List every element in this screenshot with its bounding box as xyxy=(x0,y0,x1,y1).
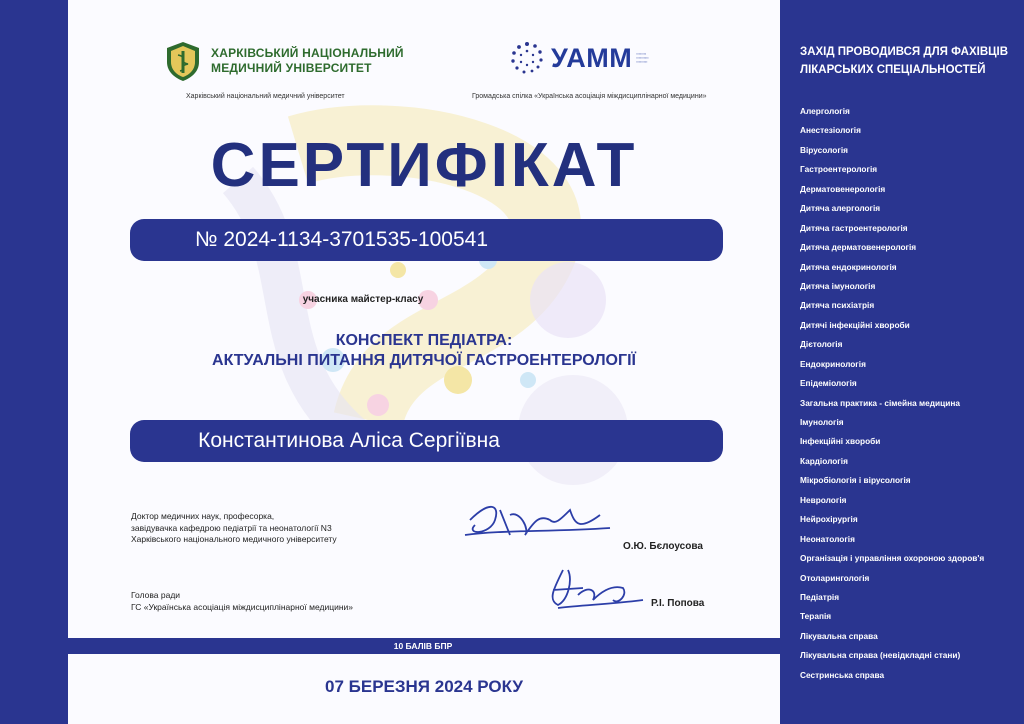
specialty-item: Дитяча гастроентерологія xyxy=(800,222,908,233)
event-date: 07 БЕРЕЗНЯ 2024 РОКУ xyxy=(325,677,523,696)
khnmu-name-line2: МЕДИЧНИЙ УНІВЕРСИТЕТ xyxy=(211,61,372,75)
course-title-line1: КОНСПЕКТ ПЕДІАТРА: xyxy=(335,332,513,349)
khnmu-emblem-icon xyxy=(163,40,203,82)
certificate-title: СЕРТИФІКАТ xyxy=(210,131,638,200)
signatory-1-role-line3: Харківського національного медичного університету xyxy=(131,534,337,544)
signatory-1-role-line2: завідувачка кафедрою педіатрії та неонатології N3 xyxy=(131,522,332,533)
signature-1 xyxy=(460,490,620,550)
specialty-item: Дієтологія xyxy=(800,339,843,350)
cpd-points-badge: 10 БАЛІВ БПР xyxy=(366,638,480,654)
specialty-item: Дитяча ендокринологія xyxy=(800,261,897,272)
specialty-item: Нейрохірургія xyxy=(800,514,858,525)
khnmu-name xyxy=(211,46,404,76)
specialty-item: Терапія xyxy=(800,611,832,622)
specialty-item: Алергологія xyxy=(800,106,850,116)
specialties-heading-line2: ЛІКАРСЬКИХ СПЕЦІАЛЬНОСТЕЙ xyxy=(800,64,986,76)
specialty-item: Кардіологія xyxy=(800,455,848,466)
specialties-list xyxy=(800,102,984,685)
uamm-wordmark: УАММ xyxy=(551,42,633,73)
specialty-item: Гастроентерологія xyxy=(800,164,878,175)
signatory-2-role xyxy=(131,590,353,613)
specialty-item: Сестринська справа xyxy=(800,669,885,680)
signatory-2-name: Р.І. Попова xyxy=(651,598,705,609)
specialty-item: Неонатологія xyxy=(800,533,855,544)
khnmu-caption: Харківський національний медичний університет xyxy=(186,93,345,100)
signature-2 xyxy=(543,560,653,610)
specialty-item: Вірусологія xyxy=(800,144,848,155)
specialty-item: Імунологія xyxy=(800,417,844,427)
specialty-item: Мікробіологія і вірусологія xyxy=(800,475,911,486)
course-title xyxy=(68,331,780,371)
specialty-item: Епідеміологія xyxy=(800,378,857,389)
signatory-2-role-line2: ГС «Українська асоціація міждисциплінарної медицини» xyxy=(131,601,353,612)
specialty-item: Інфекційні хвороби xyxy=(800,436,881,447)
khnmu-logo xyxy=(163,40,404,82)
specialty-item: Педіатрія xyxy=(800,591,840,602)
specialty-item: Лікувальна справа (невідкладні стани) xyxy=(800,650,961,661)
uamm-small-print: ▪▪▪▪▪▪▪▪ ▪▪▪▪▪▪▪▪▪▪ ▪▪▪▪▪▪▪▪▪ xyxy=(636,52,649,64)
specialty-item: Дитяча алергологія xyxy=(800,203,881,214)
specialty-item: Дитяча дерматовенерологія xyxy=(800,242,917,253)
course-title-line2: АКТУАЛЬНІ ПИТАННЯ ДИТЯЧОЇ ГАСТРОЕНТЕРОЛОГІЇ xyxy=(212,352,636,369)
khnmu-name-line1: ХАРКІВСЬКИЙ НАЦІОНАЛЬНИЙ xyxy=(211,46,404,60)
date-bar xyxy=(68,654,780,724)
specialty-item: Лікувальна справа xyxy=(800,630,878,641)
specialties-heading-line1: ЗАХІД ПРОВОДИВСЯ ДЛЯ ФАХІВЦІВ xyxy=(800,46,1009,58)
specialties-panel xyxy=(780,0,1024,724)
specialty-item: Неврологія xyxy=(800,494,847,505)
signatory-1-name: О.Ю. Бєлоусова xyxy=(623,541,703,552)
uamm-logo xyxy=(509,40,670,76)
specialty-item: Організація і управління охороною здоров'я xyxy=(800,553,985,564)
left-frame xyxy=(0,0,68,724)
certificate-number: № 2024-1134-3701535-100541 xyxy=(130,219,723,261)
specialty-item: Анестезіологія xyxy=(800,125,861,136)
participant-label: учасника майстер-класу xyxy=(302,294,424,305)
specialty-item: Ендокринологія xyxy=(800,358,866,369)
specialty-item: Загальна практика - сімейна медицина xyxy=(800,397,960,408)
specialty-item: Отоларингологія xyxy=(800,572,870,583)
specialty-item: Дитячі інфекційні хвороби xyxy=(800,319,910,330)
specialties-heading xyxy=(800,43,1024,79)
signatory-1-role-line1: Доктор медичних наук, професорка, xyxy=(131,511,275,521)
specialty-item: Дитяча імунологія xyxy=(800,280,876,291)
uamm-dots-icon xyxy=(509,40,545,76)
uamm-caption: Громадська спілка «Українська асоціація міждисциплінарної медицини» xyxy=(472,93,707,100)
signatory-2-role-line1: Голова ради xyxy=(131,590,181,600)
specialty-item: Дитяча психіатрія xyxy=(800,300,875,311)
certificate-sheet xyxy=(68,0,780,638)
specialty-item: Дерматовенерологія xyxy=(800,183,886,194)
signatory-1-role xyxy=(131,511,337,546)
recipient-name: Константинова Аліса Сергіївна xyxy=(130,420,723,462)
